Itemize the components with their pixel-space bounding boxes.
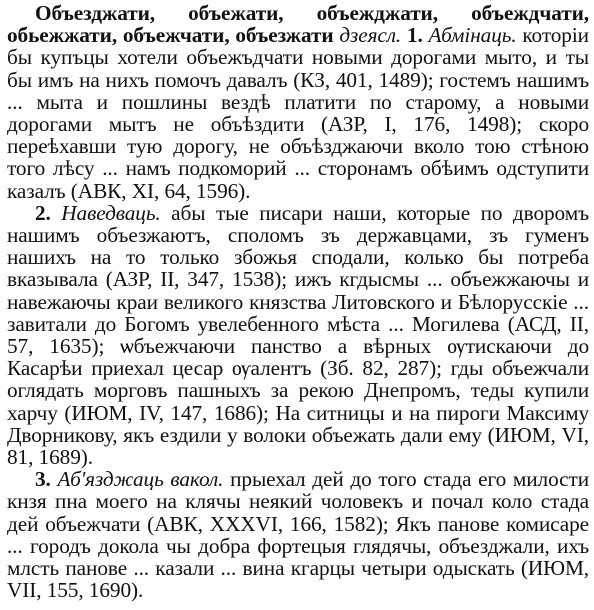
sense-definition: Абмінаць. <box>428 23 517 48</box>
entry-paragraph-sense-3 <box>7 468 589 601</box>
sense-quotations: которiи бы купъцы хотели объежъдчати новыми дорогами мыто, и ты бы имъ на нихъ помочъ давалъ (КЗ, 401, 1489); гостемъ нашимъ ... мыта и пошлины вездѣ платити по старому, а новыми дорогами мытъ не объѣздити (АЗР, I, 176, 1498); скоро переѣхавши тую дорогу, не объѣзджаючи вколо тою стѣною того лѣсу ... намъ подкоморий ... сторонамъ обѣимъ одступити казалъ (АВК, XI, 64, 1596). <box>7 23 589 203</box>
entry-headword: Объезджати, объежати, объежджати, объеждчати, обьежжати, объежчати, объезжати <box>7 1 589 48</box>
entry-paragraph-sense-1 <box>7 2 589 202</box>
part-of-speech: дзеясл. <box>339 23 402 48</box>
sense-quotations: прыехал дей до того стада его милости кнзя пна моего на клячы неякий чоловекъ и почал коло стада дей объежчати (АВК, XXXVI, 166, 1582); Якъ панове комисаре ... городъ докола чы добра фортецыя глядячы, объезджали, ихъ млсть панове ... казали ... вина кгарцы четыри одыскать (ИЮМ, VII, 155, 1690). <box>7 467 590 603</box>
sense-number: 2. <box>35 200 51 225</box>
sense-definition: Аб'язджаць вакол. <box>57 467 224 492</box>
sense-number: 3. <box>35 467 51 492</box>
sense-quotations: абы тые писари наши, которые по дворомъ нашимъ объезжаютъ, споломъ зъ державцами, зъ гуменъ нашихъ на то только збожья сподали, колько бы потреба вказывала (АЗР, II, 347, 1538); ижъ кгдысмы ... объежжаючы и навежаючы краи великого князства Литовского и Бѣлорусскiе ... завитали до Богомъ увелебенного мѣста ... Могилева (АСД, II, 57, 1635); ѡбъежчаючи панство а вѣрных ѹтискаючи до Касарѣи приехал цесар ѹалентъ (Зб. 82, 287); гды объежчали оглядать морговъ пашныхъ за рекою Днепромъ, теды купили харчу (ИЮМ, IV, 147, 1686); На ситницы и на пироги Максиму Дворникову, якъ ездили у волоки объежать дали ему (ИЮМ, VI, 81, 1689). <box>7 200 589 470</box>
entry-paragraph-sense-2 <box>7 202 589 468</box>
sense-definition: Наведваць. <box>61 200 161 225</box>
sense-number: 1. <box>406 23 423 48</box>
